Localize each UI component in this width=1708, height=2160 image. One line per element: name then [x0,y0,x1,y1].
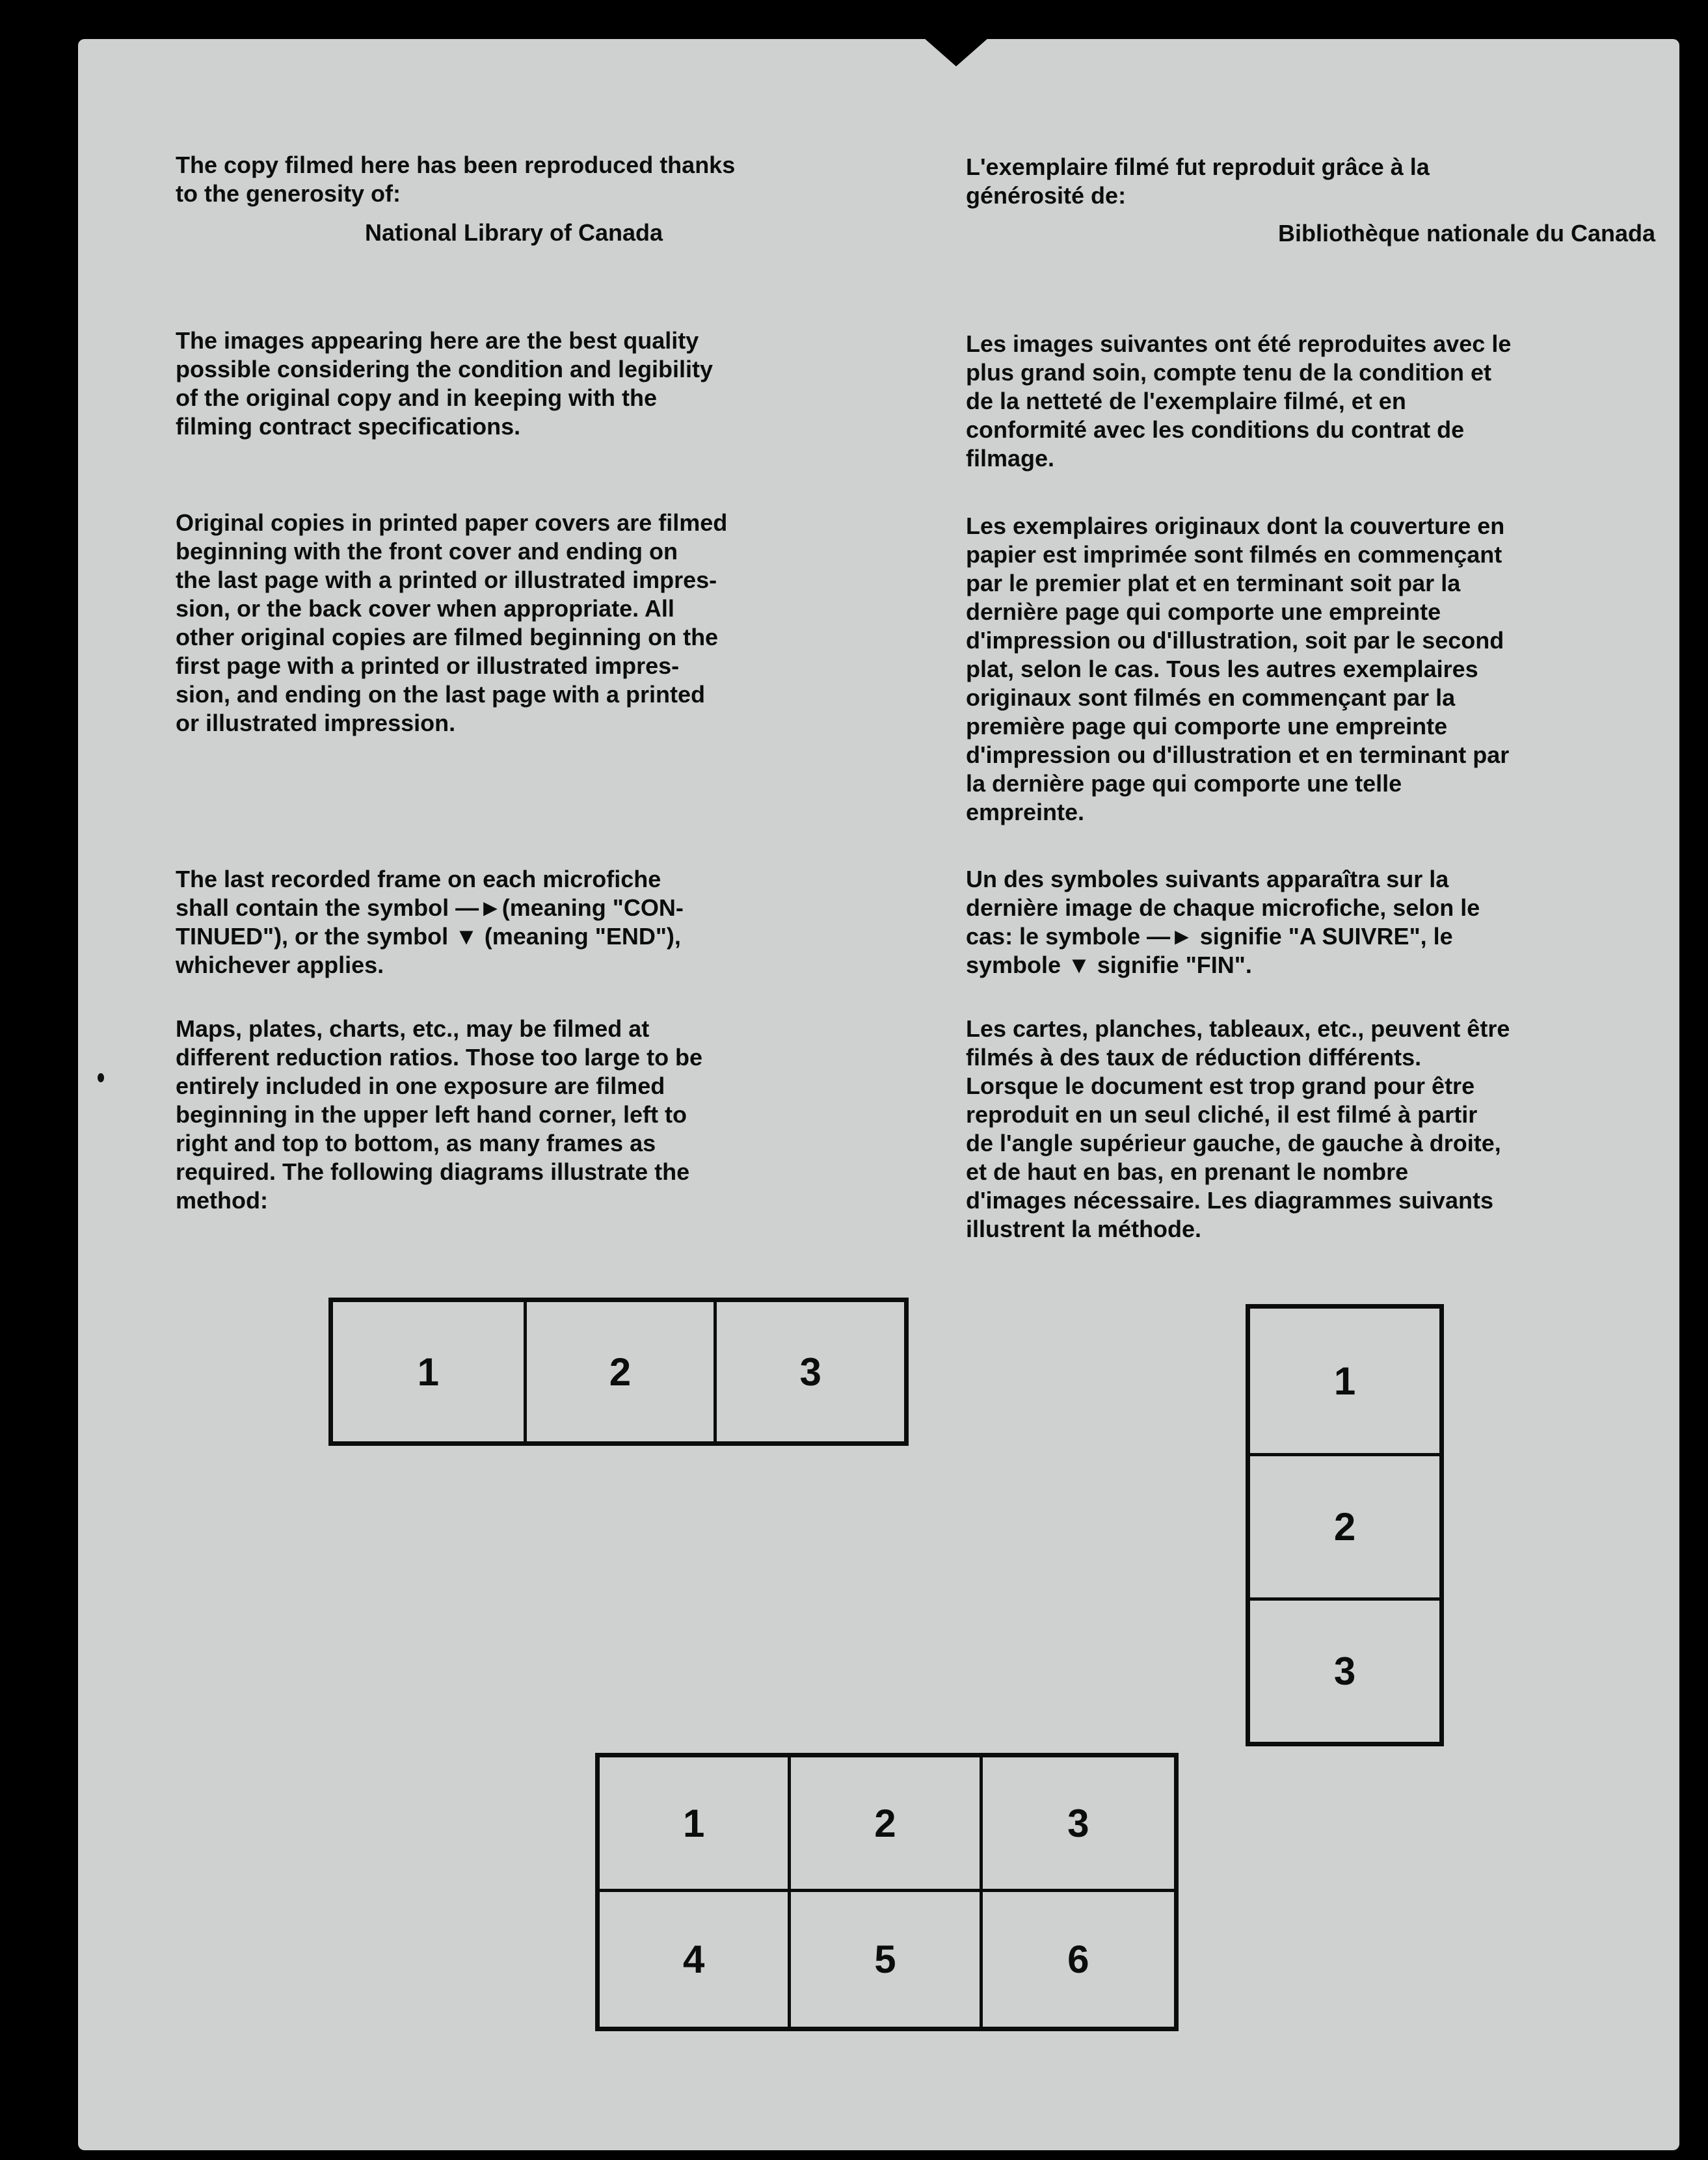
covers-text-en: Original copies in printed paper covers are filmed beginning with the front cover and ending on the last page with a printed or illustrated impres- sion, or the back cover when appropriate. All other original copies are filmed beginning on the first page with a printed or illustrated impres- sion, and ending on the last page with a printed or illustrated impression. [176,509,728,736]
symbol-text-fr-b: signifie "A SUIVRE", le symbole [966,923,1453,978]
document-page [78,39,1679,2150]
frame-cell: 4 [600,1892,791,2027]
french-covers-paragraph [966,512,1655,827]
covers-text-fr: Les exemplaires originaux dont la couverture en papier est imprimée sont filmés en commençant par le premier plat et en terminant soit par la dernière page qui comporte une empreinte d'impression ou d'illustration, soit par le second plat, selon le cas. Tous les autres exemplaires originaux sont filmés en commençant par la première page qui comporte une empreinte d'impression ou d'illustration et en terminant par la dernière page qui comporte une telle empreinte. [966,513,1510,825]
maps-text-en: Maps, plates, charts, etc., may be filmed at different reduction ratios. Those too large to be entirely included in one exposure are filmed beginning in the upper left hand corner, left to right and top to bottom, as many frames as required. The following diagrams illustrate the method: [176,1015,703,1214]
frame-cell: 1 [417,1350,440,1394]
frame-cell: 3 [1250,1597,1439,1742]
english-quality-paragraph [176,327,852,441]
frame-cell: 3 [983,1757,1174,1892]
frame-cell: 1 [600,1757,791,1892]
library-name-en: National Library of Canada [364,219,663,246]
ack-line-1: The copy filmed here has been reproduced thanks [176,152,736,178]
symbol-text-en-c: (meaning "END"), whichever applies. [176,923,681,978]
english-covers-paragraph [176,509,852,738]
ack-line-2: to the generosity of: [176,180,401,207]
ack-text-fr: L'exemplaire filmé fut reproduit grâce à la générosité de: [966,153,1430,209]
frame-cell: 2 [1250,1453,1439,1597]
frame-cell: 6 [1067,1938,1089,1981]
quality-text-fr: Les images suivantes ont été reproduites avec le plus grand soin, compte tenu de la condition et de la netteté de l'exemplaire filmé, et en conformité avec les conditions du contrat de filmage. [966,330,1512,472]
maps-text-fr: Les cartes, planches, tableaux, etc., peuvent être filmés à des taux de réduction différents. Lorsque le document est trop grand pour être reproduit en un seul cliché, il est filmé à partir de l'angle supérieur gauche, de gauche à droite, et de haut en bas, en prenant le nombre d'images nécessaire. Les diagrammes suivants illustrent la méthode. [966,1015,1510,1242]
english-symbol-paragraph [176,865,852,980]
symbol-text-en-a: The last recorded frame on each microfiche shall contain the symbol [176,866,661,921]
french-symbol-paragraph [966,865,1655,980]
library-name-fr: Bibliothèque nationale du Canada [1277,220,1655,247]
diagram-vertical-3 [1246,1304,1444,1746]
end-triangle-icon: ▼ [455,923,478,950]
diagram-horizontal-3 [328,1298,909,1446]
frame-cell: 2 [524,1302,714,1441]
suivre-arrow-icon: —► [1147,923,1194,950]
dust-speck [98,1073,104,1082]
diagram-matrix-6 [595,1753,1179,2031]
page-notch [924,39,989,66]
english-maps-paragraph [176,1015,852,1215]
symbol-text-fr-a: Un des symboles suivants apparaîtra sur la dernière image de chaque microfiche, selon le cas: le symbole [966,866,1480,950]
french-maps-paragraph [966,1015,1655,1244]
english-acknowledgement [176,151,852,247]
french-quality-paragraph [966,330,1655,473]
frame-cell: 1 [1333,1359,1356,1403]
frame-cell: 2 [791,1757,982,1892]
fin-triangle-icon: ▼ [1067,952,1091,978]
french-acknowledgement [966,153,1655,248]
symbol-text-en-b: (meaning "CON- TINUED"), or the symbol [176,894,684,950]
frame-cell: 3 [714,1302,904,1441]
frame-cell: 5 [791,1892,982,2027]
continued-arrow-icon: —► [455,894,502,921]
symbol-text-fr-c: signifie "FIN". [1090,952,1252,978]
quality-text-en: The images appearing here are the best quality possible considering the condition and legibility of the original copy and in keeping with the filming contract specifications. [176,327,714,440]
